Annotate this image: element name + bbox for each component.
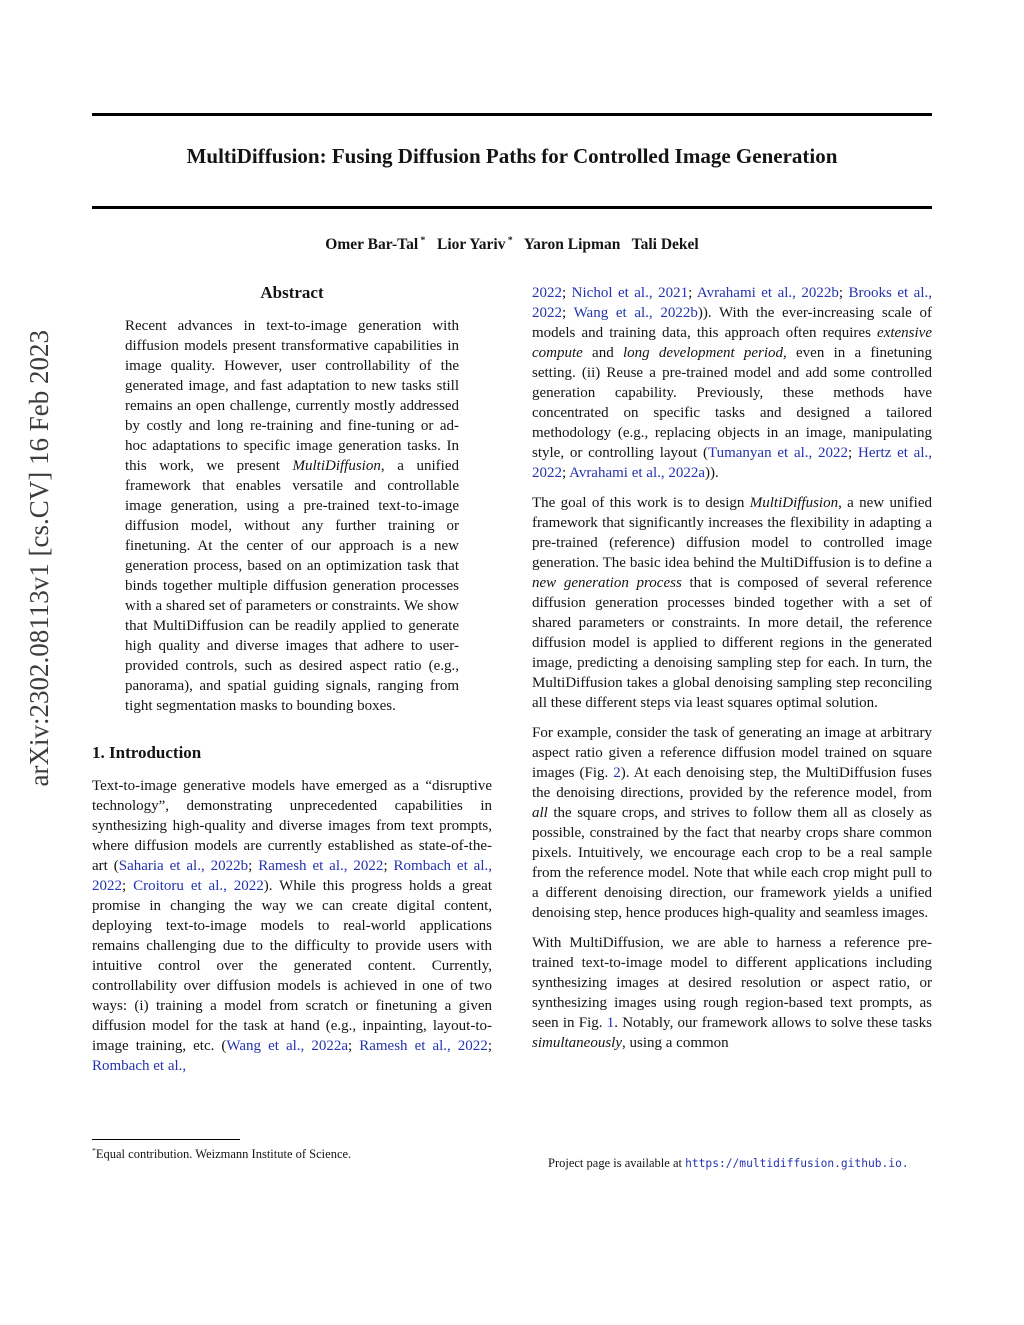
text-segment: Omer Bar-Tal xyxy=(325,236,419,253)
citation-link[interactable]: Nichol et al., 2021 xyxy=(571,285,689,301)
citation-link[interactable]: Tumanyan et al., 2022 xyxy=(707,445,849,461)
text-segment: )). xyxy=(705,465,719,481)
text-segment: Recent advances in text-to-image generation with diffusion models present transformative capabilities in image quality. However, user controllability of the generated image, and fast adaptation to new tasks still remains an open challenge, currently mostly addressed by costly and long re-training and fine-tuning or ad-hoc adaptations to specific image generation tasks. In this work, we present xyxy=(125,318,459,474)
footnote-project-page xyxy=(532,1155,932,1172)
text-segment: The goal of this work is to design xyxy=(532,495,750,511)
arxiv-watermark: arXiv:2302.08113v1 [cs.CV] 16 Feb 2023 xyxy=(24,330,54,787)
text-segment: MultiDiffusion xyxy=(749,495,839,511)
text-segment: the square crops, and strives to follow them all as closely as possible, constrained by the fact that nearby crops share common pixels. Intuitively, we encourage each crop to be a real sample from the reference model. Note that while each crop might pull to a different denoising direction, our framework yields a unified denoising step, hence produces high-quality and seamless images. xyxy=(532,805,932,921)
body-paragraph xyxy=(532,933,932,1053)
title-rule xyxy=(92,206,932,209)
text-segment: ; xyxy=(838,285,849,301)
abstract-text xyxy=(125,316,459,716)
text-segment: * xyxy=(505,234,513,246)
citation-link[interactable]: Rombach et al., 2022 xyxy=(92,858,492,894)
citation-link[interactable]: Saharia et al., 2022b xyxy=(118,858,249,874)
section-heading-introduction: 1. Introduction xyxy=(92,743,202,762)
text-segment: long development period xyxy=(622,345,784,361)
citation-link[interactable]: 2022 xyxy=(532,285,562,301)
text-segment: Project page is available at xyxy=(548,1156,686,1170)
text-segment: that is composed of several reference diffusion generation processes binded together with a set of shared parameters or constraints. In more detail, the reference diffusion model is applied to different regions in the generated image, predicting a denoising sampling step for each. In turn, the MultiDiffusion takes a global denoising sampling step reconciling all these different steps via least squares optimal solution. xyxy=(532,575,933,711)
top-rule xyxy=(92,113,932,116)
text-segment: ; xyxy=(562,465,570,481)
citation-link[interactable]: Hertz et al., 2022 xyxy=(532,445,932,481)
body-paragraph xyxy=(532,283,932,483)
column-left xyxy=(92,283,492,1076)
citation-link[interactable]: Avrahami et al., 2022b xyxy=(696,285,839,301)
text-segment: * xyxy=(92,1145,96,1155)
text-segment: ; xyxy=(688,285,697,301)
citation-link[interactable]: Avrahami et al., 2022a xyxy=(569,465,706,481)
citation-link[interactable]: Brooks et al., 2022 xyxy=(532,285,933,321)
text-segment: ; xyxy=(383,858,394,874)
footnote-rule xyxy=(92,1139,240,1140)
figure-ref-link[interactable]: 1 xyxy=(606,1015,615,1031)
text-segment: ; xyxy=(347,1038,360,1054)
citation-link[interactable]: Wang et al., 2022a xyxy=(226,1038,348,1054)
figure-ref-link[interactable]: 2 xyxy=(613,765,621,781)
text-segment: , even in a finetuning setting. (ii) Reuse a pre-trained model and add some controlled generation capability. Previously, these methods have concentrated on specific tasks and designed a tailored methodology (e.g., replacing objects in an image, manipulating style, or controlling layout ( xyxy=(532,345,932,461)
text-segment: ; xyxy=(562,305,574,321)
text-segment: With MultiDiffusion, we are able to harness a reference pre-trained text-to-image model to different applications including synthesizing images at desired resolution or aspect ratio, or synthesizing images using rough region-based text prompts, as seen in Fig. xyxy=(532,935,932,1031)
text-segment: )). With the ever-increasing scale of models and training data, this approach often requires xyxy=(532,305,933,341)
text-segment: ; xyxy=(122,878,134,894)
text-segment: Lior Yariv xyxy=(425,236,506,253)
project-page-url-link[interactable]: https://multidiffusion.github.io xyxy=(685,1157,902,1170)
text-segment: . Notably, our framework allows to solve these tasks xyxy=(614,1015,932,1031)
text-segment: all xyxy=(532,805,548,821)
body-paragraph xyxy=(532,493,932,713)
footnote-text xyxy=(92,1146,492,1162)
text-segment: For example, consider the task of generating an image at arbitrary aspect ratio given a reference diffusion model trained on square images (Fig. xyxy=(532,725,932,781)
text-segment: , a new unified framework that significantly increases the flexibility in adapting a pre-trained (reference) diffusion model to controlled image generation. The basic idea behind the MultiDiffusion is to define a xyxy=(532,495,932,571)
body-paragraph xyxy=(532,723,932,923)
citation-link[interactable]: . xyxy=(901,1157,909,1170)
text-segment: ; xyxy=(562,285,572,301)
text-segment: simultaneously xyxy=(532,1035,622,1051)
author-list xyxy=(92,236,932,254)
text-segment: ). At each denoising step, the MultiDiffusion fuses the denoising directions, provided by the reference model, from xyxy=(532,765,932,801)
text-segment: MultiDiffusion xyxy=(292,458,381,474)
citation-link[interactable]: Ramesh et al., 2022 xyxy=(359,1038,488,1054)
text-segment: Yaron Lipman Tali Dekel xyxy=(512,236,699,253)
text-segment: and xyxy=(582,345,623,361)
text-segment: ). While this progress holds a great promise in changing the way we can create digital content, deploying text-to-image models to real-world applications remains challenging due to the difficulty to provide users with intuitive control over the generated content. Currently, controllability over diffusion models is achieved in one of two ways: (i) training a model from scratch or finetuning a given diffusion model for the task at hand (e.g., inpainting, layout-to-image training, etc. ( xyxy=(92,878,493,1054)
text-segment: new generation process xyxy=(532,575,682,591)
text-segment: , using a common xyxy=(622,1035,729,1051)
text-segment: Text-to-image generative models have emerged as a “disruptive technology”, demonstrating unprecedented capabilities in synthesizing high-quality and diverse images from text prompts, where diffusion models are currently established as state-of-the-art ( xyxy=(92,778,492,874)
text-segment: ; xyxy=(487,1038,492,1054)
text-segment: ; xyxy=(248,858,259,874)
text-segment: ; xyxy=(848,445,858,461)
text-segment: * xyxy=(418,234,426,246)
intro-paragraph xyxy=(92,776,492,1076)
column-right xyxy=(532,283,932,1053)
text-segment: extensive compute xyxy=(532,325,932,361)
text-segment: Equal contribution. Weizmann Institute of Science. xyxy=(95,1147,352,1161)
text-segment: , a unified framework that enables versatile and controllable image generation, using a pre-trained text-to-image diffusion model, without any further training or finetuning. At the center of our approach is a new generation process, based on an optimization task that binds together multiple diffusion generation processes with a shared set of parameters or constraints. We show that MultiDiffusion can be readily applied to generate high quality and diverse images that adhere to user-provided controls, such as desired aspect ratio (e.g., panorama), and spatial guiding signals, ranging from tight segmentation masks to bounding boxes. xyxy=(125,458,459,714)
abstract-heading: Abstract xyxy=(260,283,324,302)
citation-link[interactable]: Croitoru et al., 2022 xyxy=(133,878,264,894)
citation-link[interactable]: Wang et al., 2022b xyxy=(573,305,698,321)
citation-link[interactable]: Rombach et al., xyxy=(92,1058,187,1074)
paper-title: MultiDiffusion: Fusing Diffusion Paths for Controlled Image Generation xyxy=(186,144,838,168)
citation-link[interactable]: Ramesh et al., 2022 xyxy=(258,858,384,874)
footnote-equal-contribution xyxy=(92,1139,492,1162)
